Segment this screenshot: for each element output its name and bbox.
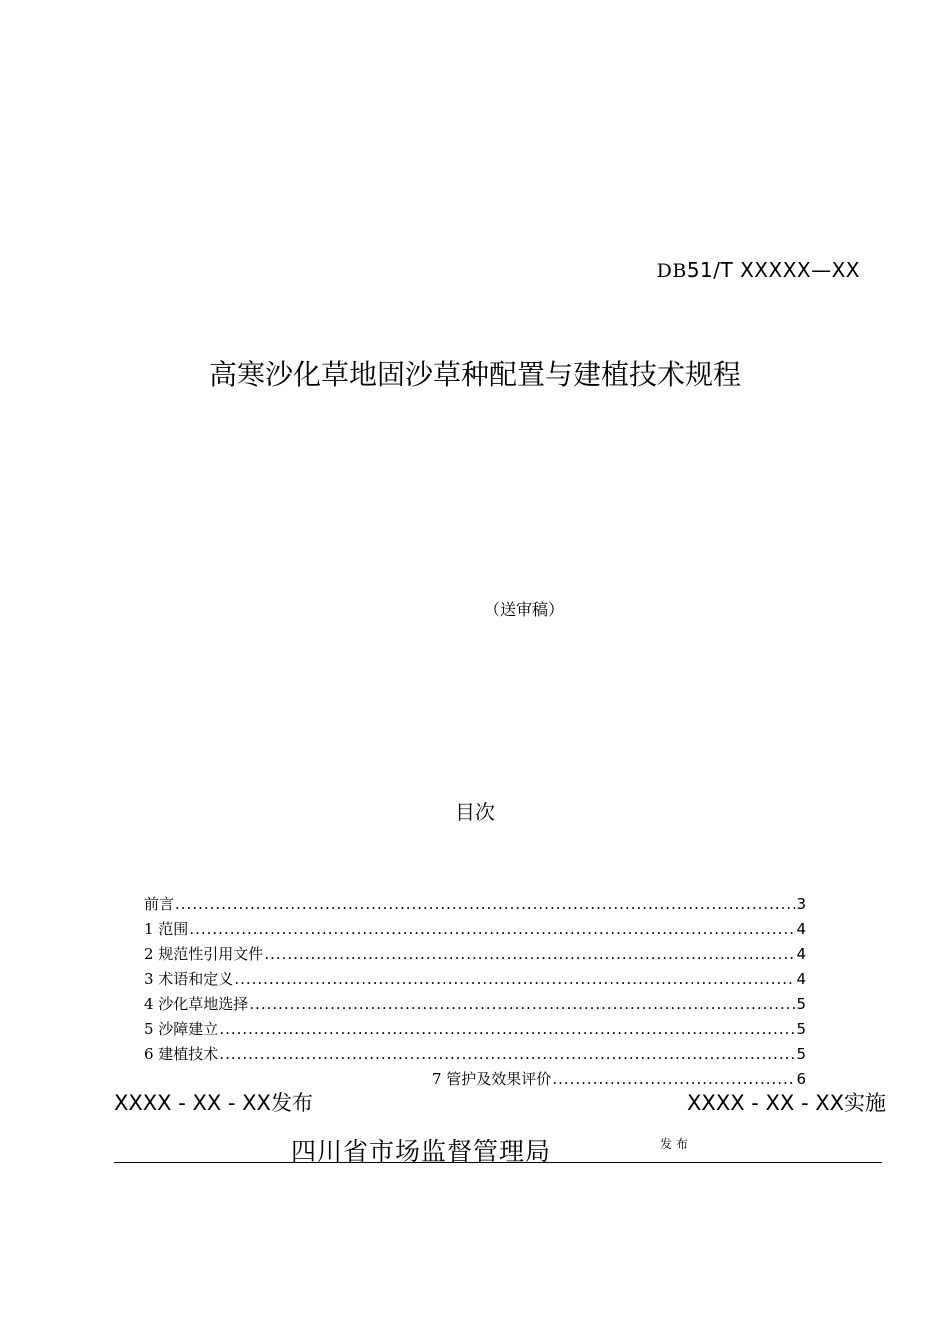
implementation-date: XXXX - XX - XX实施 bbox=[687, 1091, 886, 1115]
toc-entry-grassland-selection[interactable] bbox=[144, 992, 806, 1017]
toc-entry-terms-definitions[interactable] bbox=[144, 967, 806, 992]
table-of-contents bbox=[144, 892, 806, 1092]
toc-entry-label: 3 术语和定义 bbox=[144, 970, 234, 988]
toc-entry-label: 前言 bbox=[144, 895, 175, 913]
toc-entry-page: 4 bbox=[796, 920, 806, 938]
publisher-name: 四川省市场监督管理局 bbox=[291, 1137, 552, 1166]
issue-date: XXXX - XX - XX发布 bbox=[114, 1091, 313, 1115]
toc-leader-dots bbox=[234, 967, 795, 992]
toc-entry-sand-barrier[interactable] bbox=[144, 1017, 806, 1042]
standard-code bbox=[657, 258, 860, 282]
draft-status-note: （送审稿） bbox=[484, 600, 565, 619]
toc-leader-dots bbox=[189, 917, 795, 942]
toc-entry-foreword[interactable] bbox=[144, 892, 806, 917]
toc-entry-label: 5 沙障建立 bbox=[144, 1020, 219, 1038]
toc-leader-dots bbox=[175, 892, 795, 917]
toc-entry-page: 5 bbox=[796, 1045, 806, 1063]
toc-leader-dots bbox=[264, 942, 795, 967]
toc-entry-label: 4 沙化草地选择 bbox=[144, 995, 249, 1013]
toc-entry-scope[interactable] bbox=[144, 917, 806, 942]
toc-entry-page: 6 bbox=[796, 1070, 806, 1088]
toc-heading: 目次 bbox=[455, 800, 495, 824]
toc-entry-label: 7 管护及效果评价 bbox=[432, 1070, 552, 1088]
toc-entry-page: 4 bbox=[796, 945, 806, 963]
toc-entry-label: 1 范围 bbox=[144, 920, 189, 938]
standard-code-number: 51/T XXXXX—XX bbox=[686, 258, 860, 282]
toc-leader-dots bbox=[249, 992, 795, 1017]
toc-entry-label: 2 规范性引用文件 bbox=[144, 945, 264, 963]
footer-divider bbox=[114, 1162, 882, 1163]
toc-entry-planting-technique[interactable] bbox=[144, 1042, 806, 1067]
toc-entry-page: 3 bbox=[796, 895, 806, 913]
toc-leader-dots bbox=[219, 1017, 795, 1042]
toc-entry-normative-references[interactable] bbox=[144, 942, 806, 967]
toc-leader-dots bbox=[219, 1042, 795, 1067]
toc-entry-page: 5 bbox=[796, 995, 806, 1013]
publish-label: 发布 bbox=[660, 1137, 693, 1151]
toc-entry-label: 6 建植技术 bbox=[144, 1045, 219, 1063]
document-title: 高寒沙化草地固沙草种配置与建植技术规程 bbox=[208, 358, 741, 391]
toc-entry-page: 4 bbox=[796, 970, 806, 988]
toc-entry-page: 5 bbox=[796, 1020, 806, 1038]
standard-code-prefix: DB bbox=[656, 260, 687, 282]
